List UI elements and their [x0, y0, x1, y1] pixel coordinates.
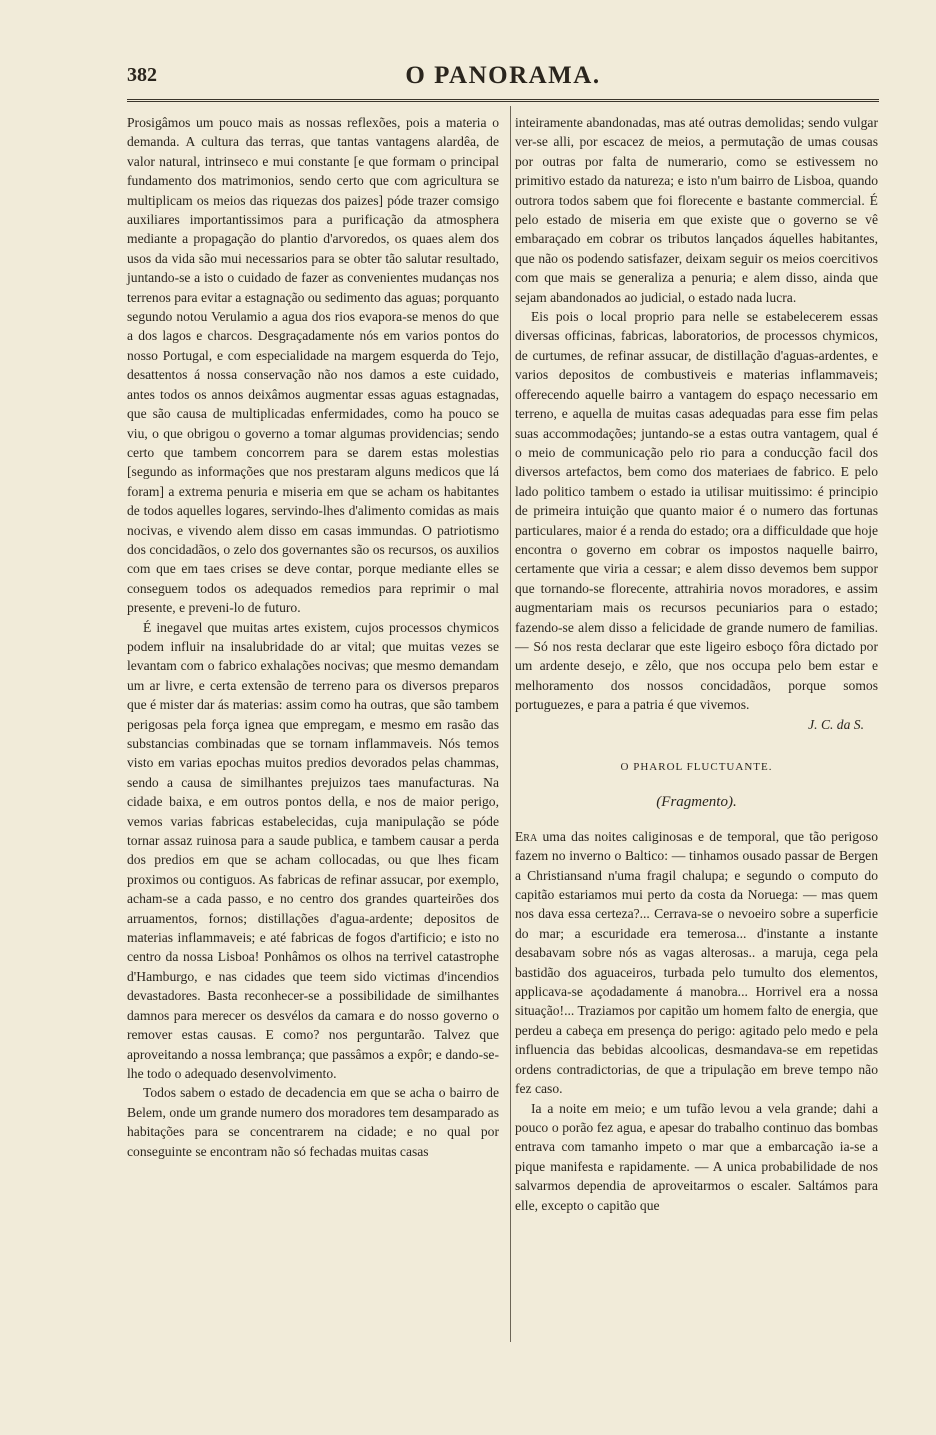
paragraph: Eis pois o local proprio para nelle se estabelecerem essas diversas officinas, fabricas, laboratorios, de processos chymicos, de curtumes, de refinar assucar, de distillação d'aguas-ardentes, e varios depositos de combustiveis e materias inflammaveis; offerecendo aquelle bairro a vantagem do espaço necessario em terreno, e aquella de muitas casas adequadas para esse fim pelas suas accommodações; juntando-se a estas outra vantagem, qual é o meio de communicação pelo rio para a conducção facil dos diversos artefactos, bem como dos materiaes de fabrico. E pelo lado politico tambem o estado ia utilisar muitissimo: é principio de primeira intuição que quanto maior é o numero das fortunas particulares, maior é a renda do estado; ora a difficuldade que hoje encontra o governo em cobrar os impostos naquelle bairro, certamente que viria a cessar; e alem disso devemos bem suppor que tornando-se florecente, attrahiria novos moradores, e assim augmentariam mais os recursos pecuniarios para o estado; fazendo-se alem disso a felicidade de grande numero de familias.— Só nos resta declarar que este ligeiro esboço fôra dictado por um ardente desejo, e zêlo, que nos occupa pelo bem estar e melhoramento dos nossos concidadãos, porque somos portuguezes, e para a patria é que vivemos.: [515, 309, 878, 713]
paragraph: Ia a noite em meio; e um tufão levou a vela grande; dahi a pouco o porão fez agua, e apesar do trabalho continuo das bombas entrava com tamanho impeto o mar que a embarcação ia-se a pique manifesta e rapidamente. — A unica probabilidade de nos salvarmos dependia de aproveitarmos o escaler. Saltámos para elle, excepto o capitão que: [515, 1100, 878, 1213]
paragraph-text: uma das noites caliginosas e de temporal, que tão perigoso fazem no inverno o Baltico: — tinhamos ousado passar de Bergen a Christiansand n'uma fragil chalupa; e segundo o computo do capitão estariamos mui perto da costa da Noruega: — mas quem nos dava essa certeza?... Cerrava-se o nevoeiro sobre a superficie do mar; a escuridade era temerosa... d'instante a instante desabavam sobre nós as vagas alterosas.. a maruja, cega pela bastidão dos aguaceiros, turbada pelo tumulto dos elementos, applicava-se açodadamente á manobra... Horrivel era a nossa situação!... Traziamos por capitão um homem falto de energia, que perdeu a cabeça em presença do perigo: agitado pelo medo e pela influencia das bebidas alcoolicas, desmandava-se em repetidas ordens contradictorias, de que a tripulação em breve tempo não fez caso.: [515, 828, 878, 1097]
drop-word: Era: [515, 828, 538, 844]
column-divider: [510, 106, 511, 1342]
paragraph: Todos sabem o estado de decadencia em que se acha o bairro de Belem, onde um grande numero dos moradores tem desamparado as habitações para se concentrarem na cidade; e no qual por conseguinte se encontram não só fechadas muitas casas: [127, 1085, 499, 1159]
paragraph: Prosigâmos um pouco mais as nossas reflexões, pois a materia o demanda. A cultura das terras, que tantas vantagens alardêa, de valor natural, intrinseco e mui constante [e que formam o principal fundamento dos matrimonios, sendo certo que com agricultura se multiplicam os meios das riquezas dos paizes] póde trazer comsigo auxiliares importantissimos para a purificação da atmosphera mediante a propagação do plantio d'arvoredos, os quaes alem dos usos da vida são mui necessarios para se obter tão salutar resultado, juntando-se a isto o cuidado de fazer as convenientes mudanças nos terrenos para evitar a estagnação ou sedimento das aguas; porquanto segundo notou Verulamio a agua dos rios evapora-se menos do que a dos lagos e charcos. Desgraçadamente nós em varios pontos do nosso Portugal, e com especialidade na margem esquerda do Tejo, desattentos á nossa conservação não nos damos a este cuidado, antes todos os annos deixâmos augmentar essas aguas estagnadas, que são causa de multiplicadas enfermidades, como ha pouco se viu, o que obrigou o governo a tomar algumas providencias; sendo certo que tambem concorrem para se darem estas molestias [segundo as informações que nos prestaram alguns medicos que lá foram] a extrema penuria e miseria em que se acham os habitantes de todos aquelles logares, servindo-lhes d'alimento comidas as mais nocivas, e vivendo alem disso em casas immundas. O patriotismo dos concidadãos, o zelo dos governantes são os recursos, os auxilios com que em taes crises se deve contar, porque mediante elles se conseguem todos os adequados remedios para reprimir o mal presente, e preveni-lo de futuro.: [127, 115, 499, 616]
right-column: [515, 113, 878, 1215]
section-subtitle: (Fragmento).: [656, 794, 737, 811]
section-title: O PHAROL FLUCTUANTE.: [620, 761, 773, 773]
left-column: [127, 113, 499, 1161]
paragraph: [515, 827, 878, 1099]
running-title: O PANORAMA.: [405, 62, 601, 89]
page-header: [127, 58, 879, 98]
header-rule: [127, 99, 879, 102]
page-number: 382: [127, 64, 157, 86]
paragraph: inteiramente abandonadas, mas até outras demolidas; sendo vulgar ver-se alli, por escacez de meios, a permutação de umas cousas por outras por falta de numerario, como se estivessem no primitivo estado da natureza; e isto n'um bairro de Lisboa, quando outrora todos sabem que foi florecente e bastante commercial. É pelo estado de miseria em que existe que o governo se vê embaraçado em cobrar os tributos lançados áquelles habitantes, que não os podendo satisfazer, deixam seguir os meios coercitivos com que mais se generaliza a penuria; e alem disso, ainda que sejam abandonados ao judicial, o estado nada lucra.: [515, 115, 878, 305]
author-signature: J. C. da S.: [808, 716, 864, 732]
paragraph: É inegavel que muitas artes existem, cujos processos chymicos podem influir na insalubridade do ar vital; que muitas vezes se levantam com o fabrico exhalações nocivas; que mesmo demandam um ar livre, e certa extensão de terreno para os diversos preparos que é mister dar ás materias: assim como ha outras, que são tambem perigosas pela força ignea que empregam, e mesmo em rasão das substancias combinadas que se tornam inflammaveis. Nós temos visto em varias epochas muitos predios devorados pelas chammas, sendo a causa de similhantes prejuizos taes manufacturas. Na cidade baixa, e em outros pontos della, e nos de maior perigo, vemos varias fabricas estabelecidas, cuja manipulação se póde tornar assaz ruinosa para a saude publica, e tambem causar a perda dos predios em que se acham collocadas, ou que lhes ficam proximos ou contiguos. As fabricas de refinar assucar, por exemplo, acham-se a cada passo, e no centro dos grandes quarteirões dos arruamentos, fornos; distillações d'agua-ardente; depositos de materias inflammaveis; e até fabricas de fogos d'artificio; e isto no centro da nossa Lisboa! Ponhâmos os olhos na terrivel catastrophe d'Hamburgo, e nas cidades que teem sido victimas d'incendios devastadores. Basta reconhecer-se a possibilidade de similhantes damnos para merecer os desvélos da camara e do nosso governo o remover estas causas. E como? nos perguntarão. Talvez que aproveitando a nossa lembrança; que passâmos a expôr; e dando-se-lhe todo o adequado desenvolvimento.: [127, 619, 499, 1081]
